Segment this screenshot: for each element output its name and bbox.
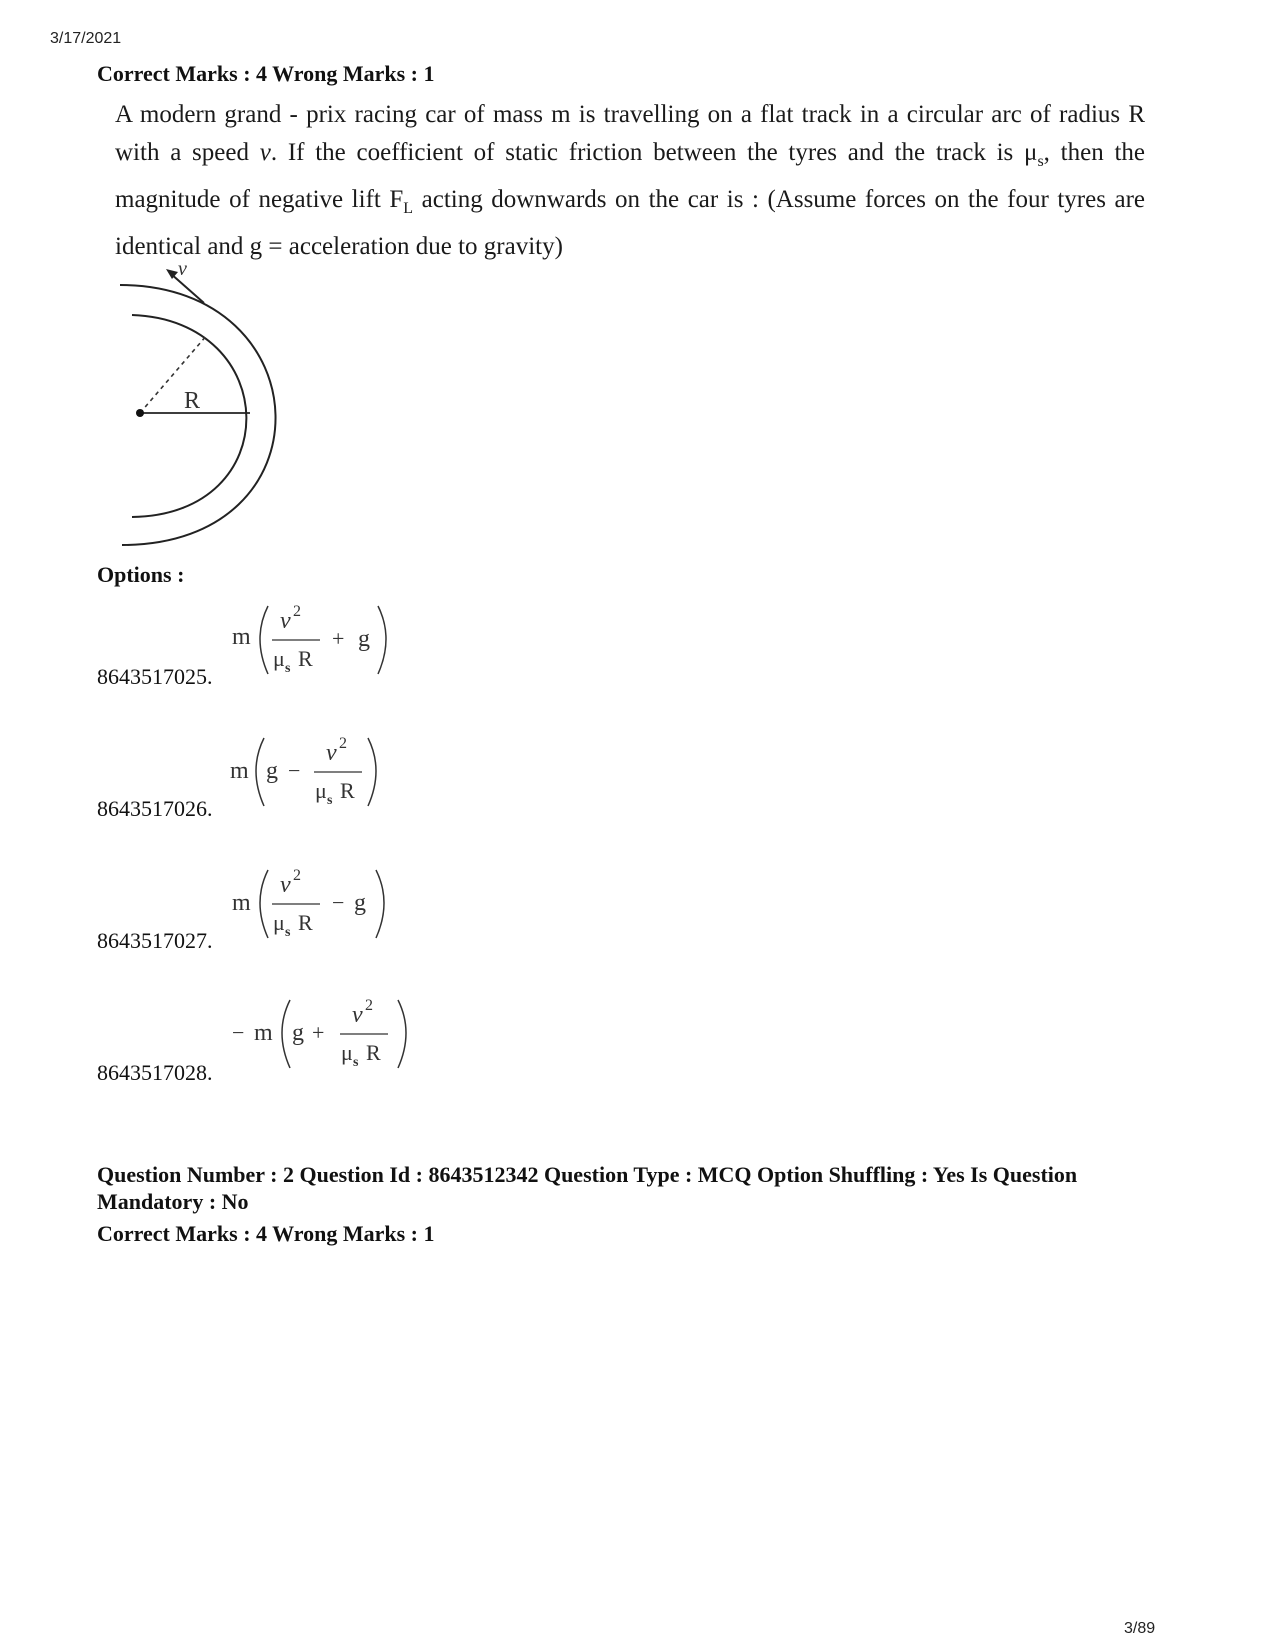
options-label: Options :: [97, 562, 185, 587]
svg-text:v: v: [280, 608, 291, 634]
question-2-header: Question Number : 2 Question Id : 8643512342 Question Type : MCQ Option Shuffling : Yes Is Question Mandatory : No: [97, 1162, 1078, 1214]
svg-text:R: R: [340, 778, 355, 803]
svg-text:g: g: [358, 626, 370, 652]
velocity-arrow: [170, 273, 204, 303]
question-1-text: A modern grand - prix racing car of mass m is travelling on a flat track in a circular arc of radius R with a speed v. If the coefficient of static friction between the tyres and the track is $\mu_s$, then the magnitude of negative lift $F_L$ acting downwards on the car is : (Assume forces on the four tyres are identical and g = acceleration due to gravity): [115, 101, 1146, 260]
svg-text:R: R: [366, 1040, 381, 1065]
inner-track-arc: [132, 315, 246, 517]
svg-text:μ: μ: [341, 1040, 353, 1065]
svg-text:m: m: [254, 1020, 273, 1046]
svg-text:μ: μ: [273, 646, 285, 671]
print-date: 3/17/2021: [50, 30, 122, 47]
option-1-formula: [228, 598, 398, 682]
svg-text:g: g: [292, 1020, 304, 1046]
option-2-formula: [228, 730, 398, 814]
svg-text:+: +: [332, 626, 345, 651]
option-4-formula: [228, 992, 428, 1076]
svg-text:μ: μ: [273, 910, 285, 935]
svg-text:v: v: [352, 1002, 363, 1028]
velocity-label: v: [178, 258, 187, 280]
svg-text:μ: μ: [315, 778, 327, 803]
option-1-id: 8643517025.: [97, 664, 213, 689]
track-figure: [112, 255, 312, 555]
svg-text:v: v: [280, 872, 291, 898]
question-2-marks: Correct Marks : 4 Wrong Marks : 1: [97, 1221, 435, 1246]
svg-text:v: v: [326, 740, 337, 766]
option-3-formula: [228, 862, 398, 946]
center-point: [136, 409, 144, 417]
svg-text:2: 2: [293, 867, 301, 884]
svg-text:R: R: [298, 646, 313, 671]
svg-text:−: −: [232, 1020, 245, 1045]
svg-text:m: m: [232, 890, 251, 916]
svg-text:g: g: [266, 758, 278, 784]
svg-text:m: m: [232, 624, 251, 650]
svg-text:+: +: [312, 1020, 325, 1045]
question-1-marks: Correct Marks : 4 Wrong Marks : 1: [97, 61, 435, 86]
svg-text:s: s: [327, 793, 333, 808]
svg-text:−: −: [288, 758, 301, 783]
page-number: 3/89: [1124, 1620, 1156, 1637]
radius-label: R: [184, 388, 201, 414]
svg-text:2: 2: [339, 735, 347, 752]
svg-text:R: R: [298, 910, 313, 935]
svg-text:m: m: [230, 758, 249, 784]
svg-text:g: g: [354, 890, 366, 916]
option-4-id: 8643517028.: [97, 1060, 213, 1085]
svg-text:2: 2: [293, 603, 301, 620]
option-2-id: 8643517026.: [97, 796, 213, 821]
option-3-id: 8643517027.: [97, 928, 213, 953]
svg-text:s: s: [285, 661, 291, 676]
svg-text:2: 2: [365, 997, 373, 1014]
svg-text:−: −: [332, 890, 345, 915]
svg-text:s: s: [285, 925, 291, 940]
svg-text:s: s: [353, 1055, 359, 1070]
